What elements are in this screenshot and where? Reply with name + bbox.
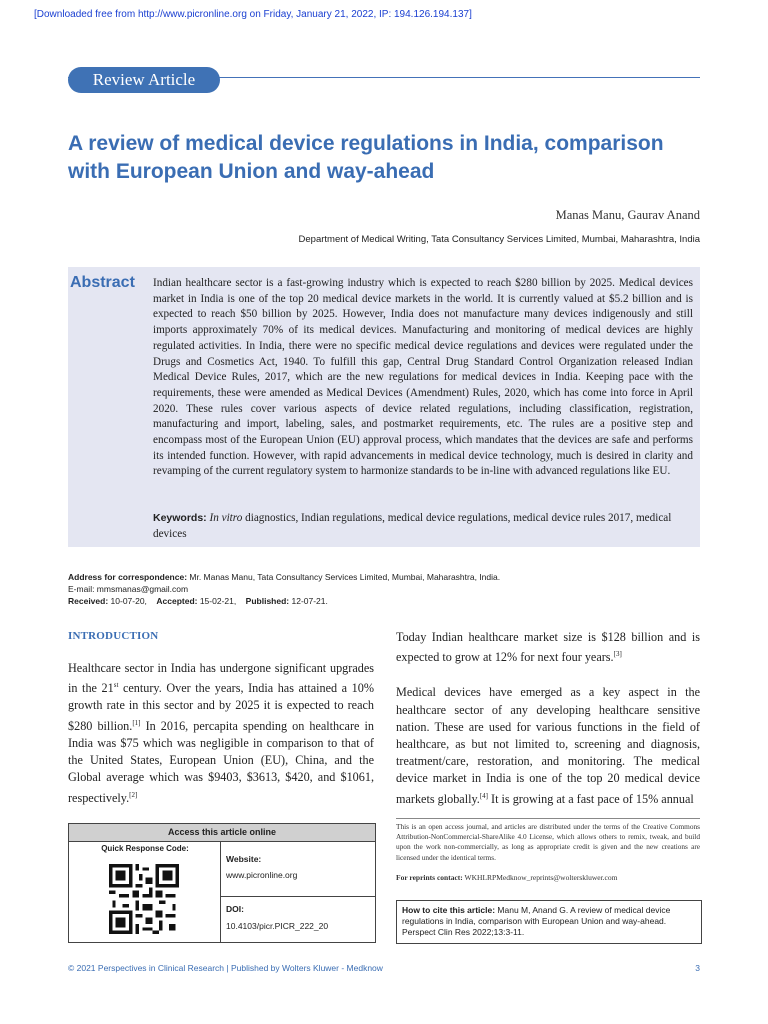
accepted-label: Accepted: [156,596,198,606]
right-column [396,629,700,808]
received-label: Received: [68,596,109,606]
intro-p3-text-a: Medical devices have emerged as a key aspect in the healthcare sector of any developing healthcare sensitive nation. These are used for various functions in the field of healthcare, as but not limited to, screening and diagnosis, treatment/care, restoration, and monitoring. The medical device market in India is one of the top 20 medical device markets globally. [396,685,700,806]
keywords-text: diagnostics, Indian regulations, medical device regulations, medical device rules 2017, medical devices [153,512,672,540]
email: E-mail: mmsmanas@gmail.com [68,584,189,594]
intro-p1-text-b: century. Over the years, India has attained a 10% growth rate in this sector and by 2025 it is expected to reach $280 billion. [68,681,374,733]
website-label: Website: [226,854,262,864]
divider [396,818,700,819]
download-notice: [Downloaded free from http://www.picronline.org on Friday, January 21, 2022, IP: 194.126.194.137] [34,9,472,20]
footer-text: © 2021 Perspectives in Clinical Research | Published by Wolters Kluwer - Medknow [68,963,383,973]
doi-link[interactable]: 10.4103/picr.PICR_222_20 [226,921,329,931]
divider [221,896,375,897]
page-number: 3 [695,963,700,973]
keywords [153,511,693,542]
keywords-italic: In vitro [209,512,243,524]
intro-p1-text-a: Healthcare sector in India has undergone significant upgrades in the 21 [68,661,374,696]
website-link[interactable]: www.picronline.org [226,870,298,880]
accepted-date: 15-02-21, [197,596,237,606]
published-date: 12-07-21. [289,596,328,606]
received-date: 10-07-20, [108,596,147,606]
address-label: Address for correspondence: [68,572,188,582]
citation-ref[interactable]: [3] [613,650,622,659]
affiliation: Department of Medical Writing, Tata Consultancy Services Limited, Mumbai, Maharashtra, India [298,234,700,245]
address: Mr. Manas Manu, Tata Consultancy Services Limited, Mumbai, Maharashtra, India. [187,572,501,582]
access-online-box [68,823,376,943]
intro-paragraph-3 [396,684,700,807]
citation-ref[interactable]: [4] [479,791,488,800]
cite-label: How to cite this article: [402,905,496,915]
article-title: A review of medical device regulations in India, comparison with European Union and way-ahead [68,132,664,183]
reprints-label: For reprints contact: [396,873,463,882]
intro-p1-sup: st [113,681,119,690]
reprints-email[interactable]: WKHLRPMedknow_reprints@wolterskluwer.com [462,873,618,882]
doi-label: DOI: [226,904,244,914]
article-type-badge: Review Article [68,67,220,93]
intro-p3-text-b: It is growing at a fast pace of 15% annual [488,791,694,806]
left-column [68,630,374,807]
license-text: This is an open access journal, and articles are distributed under the terms of the Creative Commons Attribution-NonCommercial-ShareAlike 4.0 License, which allows others to remix, tweak, and build upon the work non-commercially, as long as appropriate credit is given and the new creations are licensed under the identical terms. [396,822,700,862]
published-label: Published: [245,596,290,606]
qr-code-icon[interactable] [109,864,179,934]
intro-paragraph-1 [68,660,374,807]
citation-ref[interactable]: [1] [132,718,141,727]
abstract-heading: Abstract [70,274,135,291]
reprints-contact [396,873,700,882]
authors: Manas Manu, Gaurav Anand [555,208,700,222]
citation-box [396,900,702,944]
abstract-text: Indian healthcare sector is a fast-growing industry which is expected to reach $280 billion by 2025. Medical devices market in India is one of the top 20 medical device markets in the world. It is currently valued at $5.2 billion and is expected to reach $50 billion by 2025. However, India does not manufacture many devices indigenously and still imports approximately 70% of its medical devices. Manufacturing and monitoring of medical devices are highly regulated activities. In India, there were no specific medical device regulations and devices were regulated under the Drugs and Cosmetics Act, 1940. To fulfill this gap, Central Drug Standard Control Organization released Indian Medical Device Rules, 2017, which are the new regulations for medical devices in India. Keeping pace with the requirements, these were amended as Medical Devices (Amendment) Rules, 2020, which has come into force in April 2020. These rules cover various aspects of device related regulations, including classification, registration, manufacturing and import, labeling, sales, and postmarket requirements, etc. The rules are a positive step and encompass most of the European Union (EU) approval process, which mandates that the devices are safe and performs its intended function. However, with rapid advancements in medical device technology, much is desired in clarity and revamping of the current regulatory system to harmonize standards to be in-line with advanced regulations like EU. [153,277,693,478]
keywords-label: Keywords: [153,512,207,524]
divider [220,842,221,942]
cite-text: Manu M, Anand G. A review of medical device regulations in India, comparison with European Union and way-ahead. Perspect Clin Res 2022;13:3-11. [402,905,671,938]
intro-paragraph-2 [396,629,700,666]
citation-ref[interactable]: [2] [129,790,138,799]
introduction-heading: INTRODUCTION [68,630,159,642]
intro-p1-text-c: In 2016, percapita spending on healthcare in India was $75 which was negligible in comparison to that of the United States, European Union (EU), China, and the Global average which was $9403, $3613, $420, and $1061, respectively. [68,718,374,805]
correspondence [68,571,700,607]
qr-label: Quick Response Code: [101,844,189,853]
intro-p2-text: Today Indian healthcare market size is $128 billion and is expected to grow at 12% for next four years. [396,630,700,665]
access-heading: Access this article online [69,824,375,842]
